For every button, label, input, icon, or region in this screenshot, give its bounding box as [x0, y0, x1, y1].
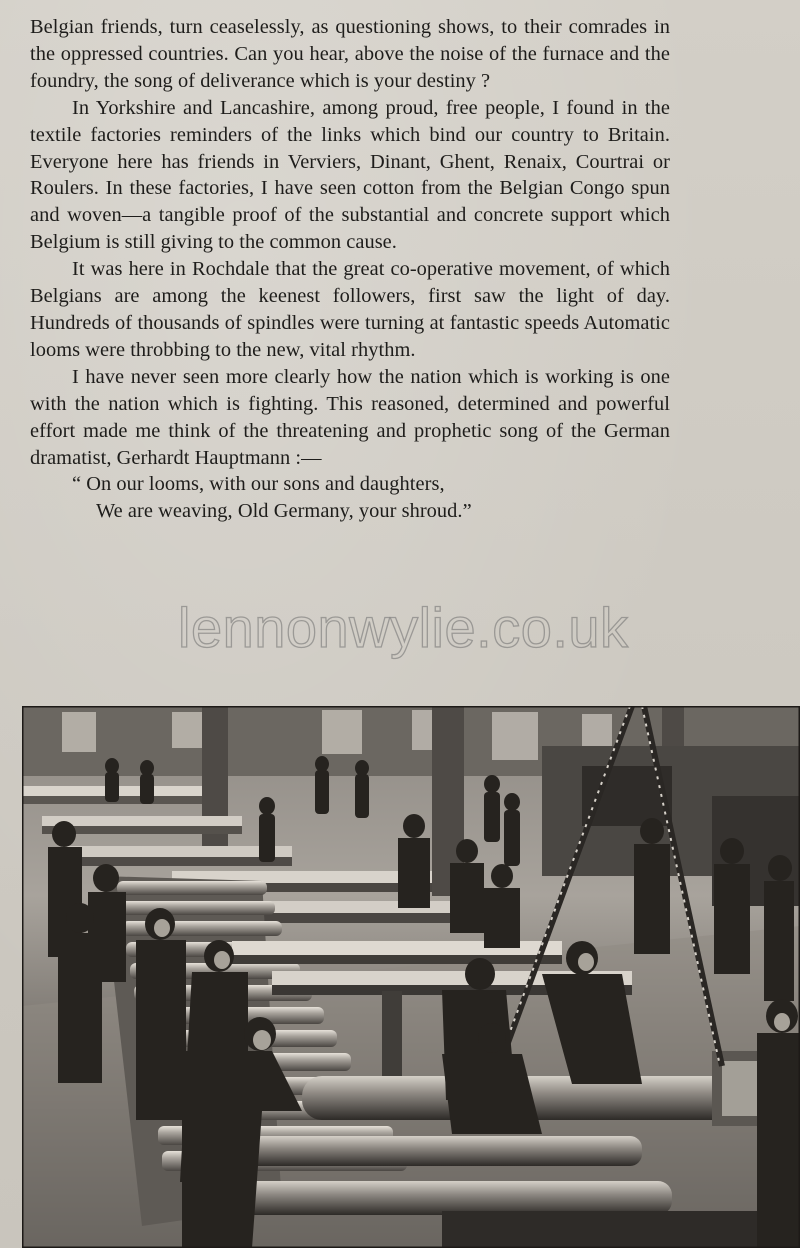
article-text	[30, 14, 670, 525]
quote-line-2: We are weaving, Old Germany, your shroud.”	[96, 500, 472, 523]
paragraph-3: It was here in Rochdale that the great co-operative movement, of which Belgians are among the keenest followers, first saw the light of day. Hundreds of thousands of spindles were turning at fantastic speeds Automatic looms were throbbing to the new, vital rhythm.	[30, 258, 670, 361]
quotation	[30, 471, 670, 525]
factory-photo-image	[22, 706, 800, 1248]
paragraph-4: I have never seen more clearly how the nation which is working is one with the nation which is fighting. This reasoned, determined and powerful effort made me think of the threatening and prophetic song of the German dramatist, Gerhardt Hauptmann :—	[30, 365, 670, 469]
paragraph-2: In Yorkshire and Lancashire, among proud, free people, I found in the textile factories reminders of the links which bind our country to Britain. Everyone here has friends in Verviers, Dinant, Ghent, Renaix, Courtrai or Roulers. In these factories, I have seen cotton from the Belgian Congo spun and woven—a tangible proof of the substantial and concrete support which Belgium is still giving to the common cause.	[30, 96, 670, 254]
quote-line-1: “ On our looms, with our sons and daughters,	[72, 473, 445, 496]
paragraph-1: Belgian friends, turn ceaselessly, as questioning shows, to their comrades in the oppressed countries. Can you hear, above the noise of the furnace and the foundry, the song of deliverance which is your destiny ?	[30, 16, 670, 92]
watermark: lennonwylie.co.uk	[178, 596, 629, 659]
factory-photo	[22, 706, 800, 1248]
